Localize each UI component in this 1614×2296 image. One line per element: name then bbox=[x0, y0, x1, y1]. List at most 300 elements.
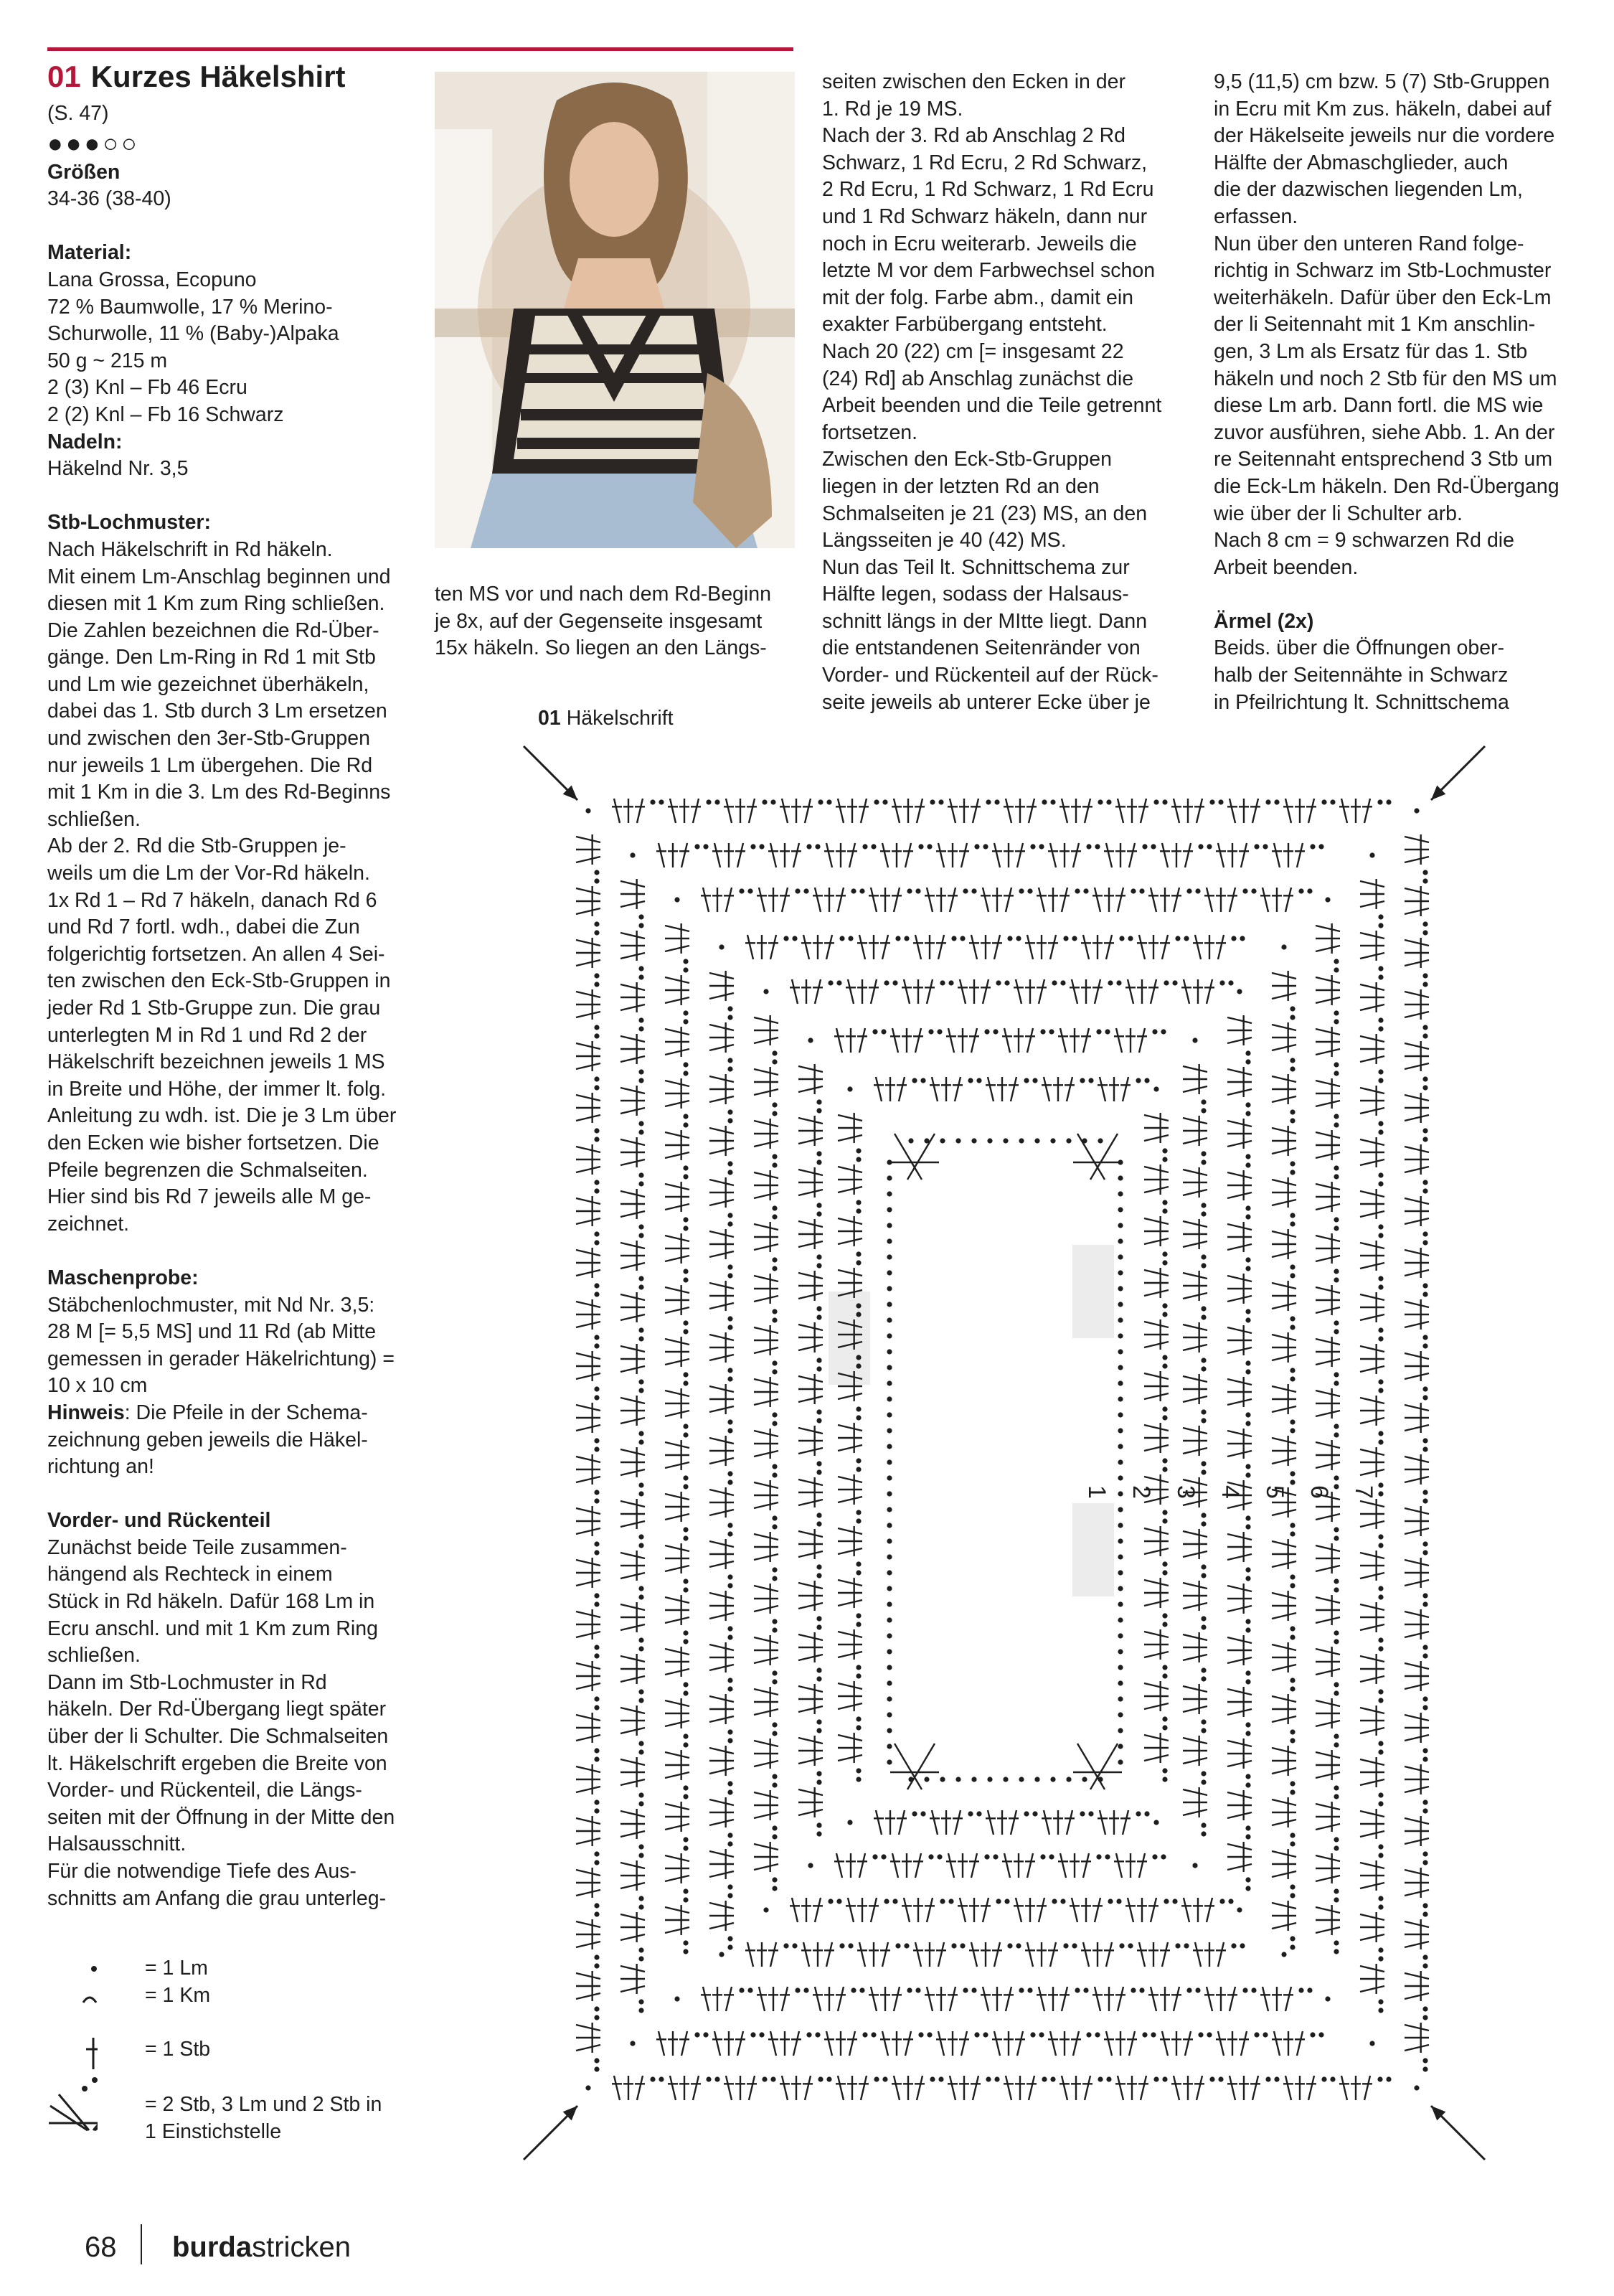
stitch-stem bbox=[782, 888, 788, 912]
chain-dot bbox=[772, 1782, 777, 1787]
stitch-stem bbox=[805, 2076, 811, 2100]
chain-dot bbox=[895, 1943, 900, 1948]
chain-dot bbox=[1254, 2032, 1259, 2037]
chain-dot bbox=[783, 936, 788, 941]
chain-dot bbox=[1334, 1432, 1339, 1437]
stitch-stem bbox=[620, 1656, 645, 1662]
chain-dot bbox=[638, 1586, 643, 1591]
chain-dot bbox=[1040, 1854, 1045, 1859]
stitch-stem bbox=[1207, 888, 1212, 912]
stitch-stem bbox=[838, 1987, 844, 2011]
chain-dot bbox=[1290, 1161, 1295, 1166]
chain-dot bbox=[638, 1741, 643, 1746]
section-heading: Ärmel (2x) bbox=[1214, 609, 1314, 633]
stitch-stem bbox=[747, 935, 753, 959]
stitch-stem bbox=[620, 1036, 645, 1042]
chain-dot bbox=[987, 1777, 992, 1782]
stitch-stem bbox=[726, 888, 732, 912]
chain-dot bbox=[1422, 930, 1427, 935]
stitch-stem bbox=[754, 1069, 778, 1075]
stitch-stem bbox=[754, 1844, 778, 1850]
stitch-stem bbox=[709, 1903, 734, 1909]
text-line: lt. Häkelschrift ergeben die Breite von bbox=[47, 1751, 387, 1775]
chain-dot bbox=[1098, 799, 1103, 804]
stitch-stem bbox=[1316, 1307, 1340, 1313]
pattern-number: 01 bbox=[47, 60, 81, 93]
stitch-stem bbox=[1272, 973, 1296, 979]
chain-dot bbox=[1164, 1899, 1169, 1904]
chain-dot bbox=[594, 1954, 599, 1959]
text-line: gänge. Den Lm-Ring in Rd 1 mit Stb bbox=[47, 646, 376, 669]
stitch-stem bbox=[665, 1152, 689, 1158]
stitch-stem bbox=[576, 992, 600, 997]
chain-dot bbox=[984, 1854, 989, 1859]
chain-dot bbox=[887, 1459, 892, 1464]
chain-dot bbox=[1186, 1987, 1191, 1992]
chain-dot bbox=[1007, 1943, 1012, 1948]
chain-dot bbox=[1161, 1854, 1166, 1859]
chain-dot bbox=[1325, 897, 1330, 902]
text-line: liegen in der letzten Rd an den bbox=[822, 474, 1100, 498]
stitch-stem bbox=[770, 935, 776, 959]
stitch-stem bbox=[1227, 1141, 1252, 1147]
stitch-stem bbox=[709, 1458, 734, 1464]
chain-dot bbox=[887, 1696, 892, 1701]
chain-dot bbox=[826, 2076, 831, 2081]
chain-dot bbox=[772, 1877, 777, 1882]
stitch-stem bbox=[1207, 979, 1212, 1004]
stitch-stem bbox=[1360, 1211, 1384, 1217]
stitch-stem bbox=[1011, 1810, 1016, 1835]
stitch-stem bbox=[620, 1243, 645, 1248]
stitch-stem bbox=[576, 1663, 600, 1669]
chain-dot bbox=[1378, 1379, 1383, 1384]
chain-dot bbox=[683, 1475, 688, 1480]
stitch-stem bbox=[1183, 1810, 1207, 1815]
chain-dot bbox=[772, 1154, 777, 1159]
stitch-stem bbox=[961, 843, 967, 867]
chain-dot bbox=[1118, 1538, 1123, 1543]
chain-dot bbox=[1172, 1899, 1177, 1904]
chain-dot bbox=[1422, 1653, 1427, 1658]
stitch-stem bbox=[838, 1425, 862, 1431]
stitch-stem bbox=[1405, 1870, 1429, 1876]
stitch-stem bbox=[826, 2031, 832, 2056]
chain-dot bbox=[1290, 1944, 1295, 1949]
chain-dot bbox=[1027, 1987, 1032, 1992]
stitch-stem bbox=[1316, 1411, 1340, 1416]
stitch-stem bbox=[838, 1393, 862, 1399]
stitch-stem bbox=[1060, 1028, 1066, 1053]
chain-dot bbox=[1386, 2076, 1391, 2081]
stitch-stem bbox=[665, 946, 689, 951]
chain-dot bbox=[727, 1832, 732, 1838]
chain-dot bbox=[892, 980, 897, 985]
stitch-stem bbox=[1183, 1531, 1207, 1537]
chain-dot bbox=[927, 844, 932, 849]
chain-dot bbox=[659, 799, 664, 804]
chain-dot bbox=[1201, 1831, 1206, 1836]
stitch-stem bbox=[1316, 1721, 1340, 1726]
chain-dot bbox=[1201, 1461, 1206, 1466]
stitch-stem bbox=[665, 1359, 689, 1365]
crochet-chart bbox=[502, 739, 1499, 2167]
stitch-stem bbox=[670, 2076, 676, 2100]
chain-dot bbox=[887, 1286, 892, 1291]
text-line: wie über der li Schulter arb. bbox=[1214, 502, 1463, 525]
text-line: 15x häkeln. So liegen an den Längs- bbox=[435, 636, 767, 660]
chain-dot bbox=[1139, 1987, 1144, 1992]
stitch-stem bbox=[1272, 1645, 1296, 1650]
stitch-stem bbox=[1183, 1273, 1207, 1279]
stitch-stem bbox=[576, 2025, 600, 2031]
chain-dot bbox=[1422, 1903, 1427, 1908]
stitch-stem bbox=[665, 1597, 689, 1603]
chain-dot bbox=[772, 1317, 777, 1322]
corner-stitch bbox=[907, 1744, 935, 1789]
stitch-stem bbox=[754, 1089, 778, 1095]
stitch-stem bbox=[620, 1573, 645, 1578]
chain-dot bbox=[1369, 852, 1374, 857]
stitch-stem bbox=[1341, 2076, 1347, 2100]
chain-dot bbox=[1118, 1601, 1123, 1606]
chain-dot bbox=[1063, 1943, 1068, 1948]
stitch-stem bbox=[770, 843, 776, 867]
stitch-stem bbox=[1285, 1987, 1291, 2011]
stitch-stem bbox=[754, 1017, 778, 1023]
chain-dot bbox=[638, 1534, 643, 1539]
stitch-stem bbox=[1144, 1238, 1169, 1244]
stitch-stem bbox=[576, 1683, 600, 1689]
chain-dot bbox=[1162, 1303, 1167, 1308]
chain-dot bbox=[986, 799, 991, 804]
stitch-stem bbox=[1123, 1077, 1128, 1101]
stitch-stem bbox=[1227, 1709, 1252, 1715]
chain-dot bbox=[727, 1316, 732, 1321]
stitch-stem bbox=[1085, 2076, 1090, 2100]
chain-dot bbox=[1378, 1956, 1383, 1961]
chain-dot bbox=[594, 1756, 599, 1761]
text-line: der li Seitennaht mit 1 Km anschlin- bbox=[1214, 313, 1536, 337]
stitch-stem bbox=[709, 1406, 734, 1412]
chain-dot bbox=[594, 2006, 599, 2011]
stitch-stem bbox=[1151, 1898, 1156, 1922]
stitch-stem bbox=[1095, 888, 1100, 912]
stitch-stem bbox=[1308, 2076, 1314, 2100]
text-line: erfassen. bbox=[1214, 204, 1298, 228]
stitch-stem bbox=[838, 1497, 862, 1502]
chain-dot bbox=[1334, 1269, 1339, 1274]
chain-dot bbox=[1290, 1376, 1295, 1381]
chain-dot bbox=[594, 1335, 599, 1340]
stitch-stem bbox=[1006, 799, 1011, 823]
text-line: 2 Rd Ecru, 1 Rd Schwarz, 1 Rd Ecru bbox=[822, 178, 1154, 202]
text-line: zuvor ausführen, siehe Abb. 1. An der bbox=[1214, 420, 1555, 444]
chain-dot bbox=[1245, 1524, 1250, 1529]
chain-dot bbox=[638, 1121, 643, 1126]
stitch-stem bbox=[1128, 979, 1133, 1004]
stitch-stem bbox=[836, 1028, 842, 1053]
chain-dot bbox=[1052, 1899, 1057, 1904]
text-line: Anleitung zu wdh. ist. Die je 3 Lm über bbox=[47, 1104, 397, 1128]
chain-dot bbox=[1075, 888, 1080, 893]
stitch-stem bbox=[1272, 1748, 1296, 1754]
chain-dot bbox=[1245, 1154, 1250, 1159]
chain-dot bbox=[1334, 1174, 1339, 1179]
stitch-stem bbox=[793, 843, 799, 867]
chain-dot bbox=[1105, 1854, 1110, 1859]
chain-dot bbox=[772, 1214, 777, 1219]
chain-dot bbox=[1281, 944, 1286, 949]
chain-dot bbox=[1378, 974, 1383, 979]
chain-dot bbox=[1334, 1837, 1339, 1842]
stitch-stem bbox=[754, 1399, 778, 1405]
chain-dot bbox=[856, 1768, 861, 1773]
chain-dot bbox=[1245, 1266, 1250, 1271]
round-number: 7 bbox=[1350, 1485, 1377, 1499]
chain-dot bbox=[1042, 2076, 1047, 2081]
chain-dot bbox=[918, 844, 923, 849]
chain-dot bbox=[594, 1231, 599, 1236]
stitch-stem bbox=[754, 1502, 778, 1508]
stitch-stem bbox=[665, 1514, 689, 1520]
chain-dot bbox=[1378, 1129, 1383, 1134]
chain-dot bbox=[1052, 980, 1057, 985]
chain-dot bbox=[727, 1273, 732, 1278]
chain-dot bbox=[1245, 1825, 1250, 1830]
stitch-stem bbox=[749, 799, 755, 823]
chain-dot bbox=[806, 844, 811, 849]
stitch-stem bbox=[798, 1531, 823, 1537]
stitch-stem bbox=[838, 1218, 862, 1224]
stitch-stem bbox=[709, 1851, 734, 1857]
chain-dot bbox=[638, 914, 643, 919]
stitch-stem bbox=[1272, 1665, 1296, 1670]
stitch-stem bbox=[1405, 1683, 1429, 1689]
stitch-stem bbox=[709, 1768, 734, 1774]
chain-dot bbox=[1201, 1676, 1206, 1681]
stitch-stem bbox=[665, 1236, 689, 1241]
stitch-stem bbox=[1272, 1561, 1296, 1567]
stitch-stem bbox=[1183, 1138, 1207, 1144]
stitch-stem bbox=[620, 1831, 645, 1837]
chain-dot bbox=[1265, 799, 1270, 804]
chain-dot bbox=[884, 980, 889, 985]
chain-dot bbox=[1201, 1719, 1206, 1724]
chain-dot bbox=[1096, 1854, 1101, 1859]
chain-dot bbox=[1422, 1180, 1427, 1185]
stitch-stem bbox=[1405, 1147, 1429, 1152]
chain-dot bbox=[1334, 1424, 1339, 1429]
stitch-stem bbox=[1272, 1696, 1296, 1702]
chain-dot bbox=[887, 1412, 892, 1417]
stitch-stem bbox=[793, 2031, 799, 2056]
text-line: diesen mit 1 Km zum Ring schließen. bbox=[47, 592, 385, 616]
stitch-stem bbox=[620, 1418, 645, 1424]
chain-dot bbox=[772, 1567, 777, 1572]
instructions-column-2 bbox=[435, 581, 793, 662]
stitch-stem bbox=[747, 1942, 753, 1967]
chain-dot bbox=[1298, 888, 1303, 893]
chain-dot bbox=[856, 1148, 861, 1153]
chain-dot bbox=[1118, 1191, 1123, 1196]
stitch-stem bbox=[1272, 1045, 1296, 1050]
chain-dot bbox=[683, 1424, 688, 1429]
text-line: Für die notwendige Tiefe des Aus- bbox=[47, 1860, 357, 1883]
stitch-stem bbox=[1144, 1528, 1169, 1534]
chain-dot bbox=[1201, 1366, 1206, 1371]
chain-dot bbox=[1030, 844, 1035, 849]
stitch-stem bbox=[1095, 979, 1100, 1004]
chain-dot bbox=[594, 2015, 599, 2020]
chain-dot bbox=[1422, 1085, 1427, 1090]
stitch-stem bbox=[1360, 984, 1384, 990]
stitch-stem bbox=[709, 1561, 734, 1567]
chain-dot bbox=[1083, 1987, 1088, 1992]
chain-dot bbox=[1422, 1283, 1427, 1288]
model-photo bbox=[435, 72, 795, 548]
chain-dot bbox=[1240, 1943, 1245, 1948]
stitch-stem bbox=[1364, 799, 1370, 823]
chain-dot bbox=[1049, 1029, 1054, 1034]
chain-dot bbox=[683, 1682, 688, 1687]
chain-dot bbox=[1334, 1639, 1339, 1644]
chain-dot bbox=[1151, 844, 1156, 849]
stitch-stem bbox=[1405, 1663, 1429, 1669]
chain-dot bbox=[887, 1586, 892, 1591]
chain-dot bbox=[594, 878, 599, 883]
stitch-stem bbox=[665, 1669, 689, 1675]
stitch-stem bbox=[1207, 1987, 1212, 2011]
stitch-stem bbox=[1316, 1339, 1340, 1345]
stitch-stem bbox=[1144, 1167, 1169, 1172]
chain-dot bbox=[816, 1624, 821, 1629]
corner-group-icon bbox=[47, 2073, 98, 2137]
chain-dot bbox=[1245, 1412, 1250, 1417]
chain-dot bbox=[887, 1617, 892, 1622]
chain-dot bbox=[1378, 1069, 1383, 1074]
chain-dot bbox=[594, 1541, 599, 1546]
stitch-stem bbox=[798, 1448, 823, 1454]
chain-dot bbox=[983, 2032, 988, 2037]
difficulty-rating: ●●●○○ bbox=[47, 128, 140, 158]
chain-dot bbox=[727, 1944, 732, 1949]
chain-dot bbox=[594, 1963, 599, 1968]
stitch-stem bbox=[798, 1655, 823, 1660]
stitch-stem bbox=[1263, 1987, 1268, 2011]
stitch-stem bbox=[988, 1810, 994, 1835]
chain-dot bbox=[1201, 1771, 1206, 1776]
stitch-stem bbox=[1405, 1218, 1429, 1224]
stitch-stem bbox=[905, 2031, 911, 2056]
stitch-stem bbox=[1183, 1758, 1207, 1764]
stitch-stem bbox=[665, 997, 689, 1003]
stitch-stem bbox=[792, 979, 798, 1004]
chain-dot bbox=[1378, 1534, 1383, 1539]
chain-dot bbox=[1290, 1832, 1295, 1838]
text-line: den Ecken wie bisher fortsetzen. Die bbox=[47, 1131, 379, 1154]
text-line: (24) Rd] ab Anschlag zunächst die bbox=[822, 367, 1134, 390]
chain-dot bbox=[816, 1521, 821, 1526]
stitch-stem bbox=[798, 1738, 823, 1744]
chain-dot bbox=[920, 1811, 925, 1816]
chain-dot bbox=[1201, 1306, 1206, 1311]
stitch-stem bbox=[1405, 1560, 1429, 1566]
chain-dot bbox=[1240, 936, 1245, 941]
text-line: halb der Seitennähte in Schwarz bbox=[1214, 664, 1509, 687]
stitch-stem bbox=[1183, 1396, 1207, 1402]
chain-dot bbox=[887, 1649, 892, 1654]
chain-dot bbox=[727, 1479, 732, 1485]
stitch-stem bbox=[838, 1445, 862, 1451]
stitch-stem bbox=[1230, 799, 1235, 823]
stitch-stem bbox=[709, 1871, 734, 1877]
stitch-stem bbox=[1106, 843, 1112, 867]
chain-dot bbox=[1201, 1667, 1206, 1672]
chain-dot bbox=[1334, 1682, 1339, 1687]
stitch-stem bbox=[709, 1593, 734, 1599]
chain-dot bbox=[960, 1943, 965, 1948]
chain-dot bbox=[594, 1593, 599, 1598]
stitch-stem bbox=[1405, 1612, 1429, 1617]
stitch-stem bbox=[1029, 799, 1034, 823]
text-line: ten MS vor und nach dem Rd-Beginn bbox=[435, 583, 771, 606]
chain-dot bbox=[1386, 799, 1391, 804]
chain-dot bbox=[727, 1161, 732, 1166]
round-number: 5 bbox=[1261, 1485, 1288, 1499]
stitch-stem bbox=[754, 1431, 778, 1436]
stitch-stem bbox=[754, 1379, 778, 1385]
stitch-stem bbox=[932, 1077, 938, 1101]
stitch-stem bbox=[620, 953, 645, 959]
stitch-stem bbox=[983, 1987, 988, 2011]
chain-dot bbox=[816, 1409, 821, 1414]
instructions-column-1 bbox=[47, 57, 406, 1912]
stitch-stem bbox=[798, 1634, 823, 1640]
stitch-stem bbox=[1316, 1391, 1340, 1396]
chain-dot bbox=[1422, 1550, 1427, 1555]
chain-dot bbox=[1162, 1312, 1167, 1317]
text-line: je 8x, auf der Gegenseite insgesamt bbox=[435, 609, 763, 633]
chain-dot bbox=[1245, 1214, 1250, 1219]
stitch-stem bbox=[1405, 1632, 1429, 1637]
chain-dot bbox=[887, 1175, 892, 1180]
chain-dot bbox=[816, 1564, 821, 1569]
stitch-stem bbox=[1360, 1088, 1384, 1093]
chain-dot bbox=[1201, 1822, 1206, 1827]
text-line: schnitts am Anfang die grau unterleg- bbox=[47, 1886, 387, 1910]
stitch-stem bbox=[838, 799, 844, 823]
text-line: ten zwischen den Eck-Stb-Gruppen in bbox=[47, 969, 391, 993]
stitch-stem bbox=[1139, 1028, 1145, 1053]
stitch-stem bbox=[1116, 1853, 1122, 1878]
stitch-stem bbox=[1218, 1942, 1224, 1967]
stitch-stem bbox=[709, 1438, 734, 1444]
stitch-stem bbox=[754, 1121, 778, 1126]
stitch-stem bbox=[838, 1238, 862, 1244]
chain-dot bbox=[1245, 1515, 1250, 1520]
chain-dot bbox=[1414, 808, 1419, 813]
chain-dot bbox=[1209, 799, 1214, 804]
stitch-stem bbox=[1405, 908, 1429, 914]
chain-dot bbox=[772, 1162, 777, 1167]
stitch-stem bbox=[882, 2031, 888, 2056]
stitch-stem bbox=[1272, 1593, 1296, 1599]
stitch-stem bbox=[848, 979, 854, 1004]
stitch-stem bbox=[1272, 1458, 1296, 1464]
stitch-stem bbox=[1183, 1241, 1207, 1247]
stitch-stem bbox=[754, 1172, 778, 1178]
